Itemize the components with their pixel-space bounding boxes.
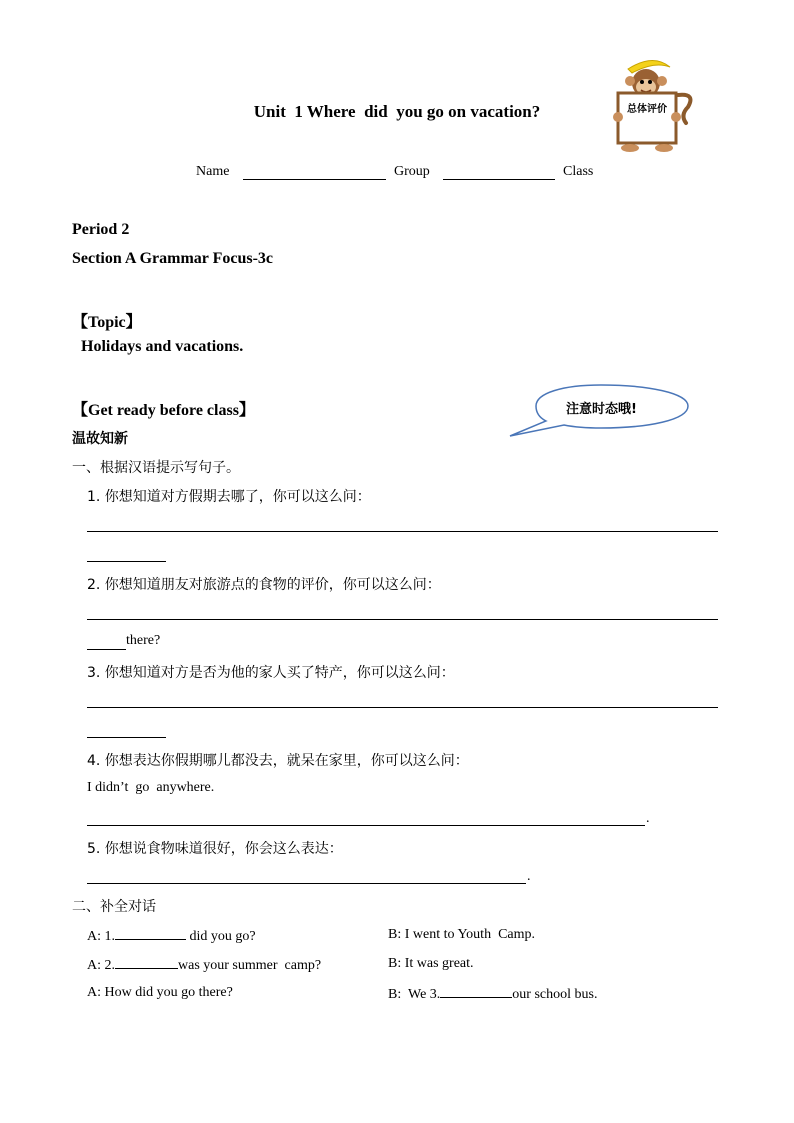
dialog-a-2 (87, 956, 321, 974)
question-4: 4. 你想表达你假期哪儿都没去，就呆在家里，你可以这么问： (87, 753, 469, 769)
dialog-b-3 (388, 985, 597, 1003)
dialog-b-1-text: B: I went to Youth Camp. (388, 927, 536, 942)
answer-4-period: . (646, 811, 650, 826)
group-field[interactable] (443, 179, 555, 180)
dialog-b-2-text: B: It was great. (388, 956, 474, 971)
review-title: 温故知新 (72, 431, 128, 447)
dialog-a-2-suffix: was your summer camp? (178, 958, 322, 973)
dialog-a-1-prefix: A: 1. (87, 929, 115, 944)
answer-2-line-a[interactable] (87, 619, 718, 620)
dialog-b-2 (388, 956, 474, 972)
question-4-given: I didn’t go anywhere. (87, 780, 215, 795)
monkey-badge (608, 55, 698, 155)
dialog-blank-3[interactable] (440, 985, 512, 998)
answer-5-period: . (527, 869, 531, 884)
answer-1-line-b[interactable] (87, 561, 166, 562)
page-title: Unit 1 Where did you go on vacation? (253, 102, 541, 121)
question-5: 5. 你想说食物味道很好，你会这么表达： (87, 841, 343, 857)
topic-heading: 【Topic】 (72, 314, 142, 331)
part1-title: 一、根据汉语提示写句子。 (72, 460, 240, 476)
topic-text: Holidays and vacations. (81, 338, 244, 355)
question-3: 3. 你想知道对方是否为他的家人买了特产，你可以这么问： (87, 665, 455, 681)
speech-bubble-text: 注意时态哦! (566, 402, 637, 417)
dialog-b-3-prefix: B: We 3. (388, 987, 441, 1002)
dialog-a-3 (87, 985, 233, 1001)
dialog-b-1 (388, 927, 535, 943)
name-label: Name (196, 164, 230, 179)
question-1: 1. 你想知道对方假期去哪了，你可以这么问： (87, 489, 371, 505)
speech-bubble (508, 383, 694, 439)
answer-5-line[interactable] (87, 883, 526, 884)
name-field[interactable] (243, 179, 386, 180)
class-label: Class (563, 164, 594, 179)
dialog-a-2-prefix: A: 2. (87, 958, 115, 973)
dialog-b-3-suffix: our school bus. (512, 987, 598, 1002)
period-label: Period 2 (72, 221, 130, 238)
question-2-tail: there? (126, 633, 161, 648)
section-label: Section A Grammar Focus-3c (72, 250, 274, 267)
ready-heading: 【Get ready before class】 (72, 402, 255, 419)
badge-label: 总体评价 (627, 104, 667, 115)
dialog-blank-2[interactable] (115, 956, 178, 969)
answer-3-line-b[interactable] (87, 737, 166, 738)
group-label: Group (394, 164, 430, 179)
dialog-blank-1[interactable] (115, 927, 186, 940)
answer-3-line-a[interactable] (87, 707, 718, 708)
dialog-a-1-suffix: did you go? (186, 929, 256, 944)
part2-title: 二、补全对话 (72, 899, 156, 915)
question-2: 2. 你想知道朋友对旅游点的食物的评价，你可以这么问： (87, 577, 441, 593)
dialog-a-3-text: A: How did you go there? (87, 985, 233, 1000)
answer-1-line-a[interactable] (87, 531, 718, 532)
answer-4-line[interactable] (87, 825, 645, 826)
dialog-a-1 (87, 927, 256, 945)
answer-2-line-b[interactable] (87, 649, 126, 650)
